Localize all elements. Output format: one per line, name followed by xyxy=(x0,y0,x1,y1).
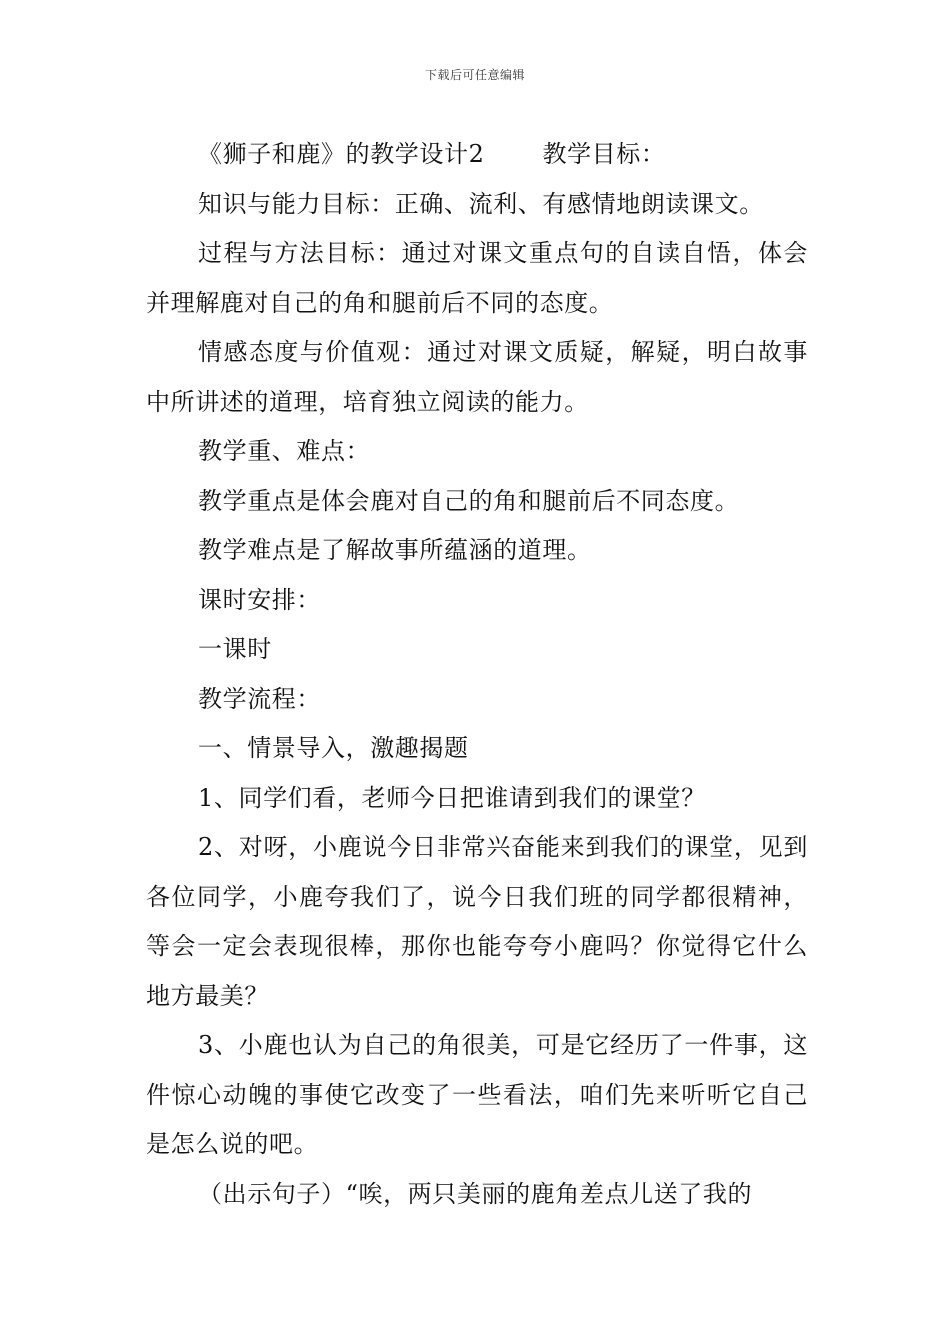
section-heading-objectives: 教学目标： xyxy=(542,140,666,168)
paragraph: 教学难点是了解故事所蕴涵的道理。 xyxy=(198,536,592,564)
paragraph: 教学重、难点： xyxy=(198,437,371,465)
paragraph: 课时安排： xyxy=(198,585,321,614)
paragraph: 2、对呀，小鹿说今日非常兴奋能来到我们的课堂，见到各位同学，小鹿夸我们了，说今日我们班的同学都很精神，等会一定会表现很棒，那你也能夸夸小鹿吗？你觉得它什么地方最美？ xyxy=(146,833,808,1010)
document-title: 《狮子和鹿》的教学设计2 xyxy=(198,140,485,168)
document-body xyxy=(146,130,808,1219)
paragraph: 一、情景导入，激趣揭题 xyxy=(198,734,469,762)
paragraph: 知识与能力目标：正确、流利、有感情地朗读课文。 xyxy=(198,189,764,218)
paragraph: 一课时 xyxy=(198,635,272,663)
paragraph: 教学流程： xyxy=(198,684,321,713)
document-title-line xyxy=(146,130,808,180)
paragraph: 1、同学们看，老师今日把谁请到我们的课堂？ xyxy=(198,783,706,812)
paragraph: 教学重点是体会鹿对自己的角和腿前后不同态度。 xyxy=(198,486,740,515)
paragraph: 情感态度与价值观：通过对课文质疑，解疑，明白故事中所讲述的道理，培育独立阅读的能力。 xyxy=(146,338,808,416)
paragraph: （出示句子）“唉，两只美丽的鹿角差点儿送了我的 xyxy=(198,1179,753,1208)
paragraph: 过程与方法目标：通过对课文重点句的自读自悟，体会并理解鹿对自己的角和腿前后不同的态度。 xyxy=(146,239,808,317)
page-header: 下载后可任意编辑 xyxy=(424,68,525,82)
paragraph: 3、小鹿也认为自己的角很美，可是它经历了一件事，这件惊心动魄的事使它改变了一些看法，咱们先来听听它自己是怎么说的吧。 xyxy=(146,1031,808,1158)
